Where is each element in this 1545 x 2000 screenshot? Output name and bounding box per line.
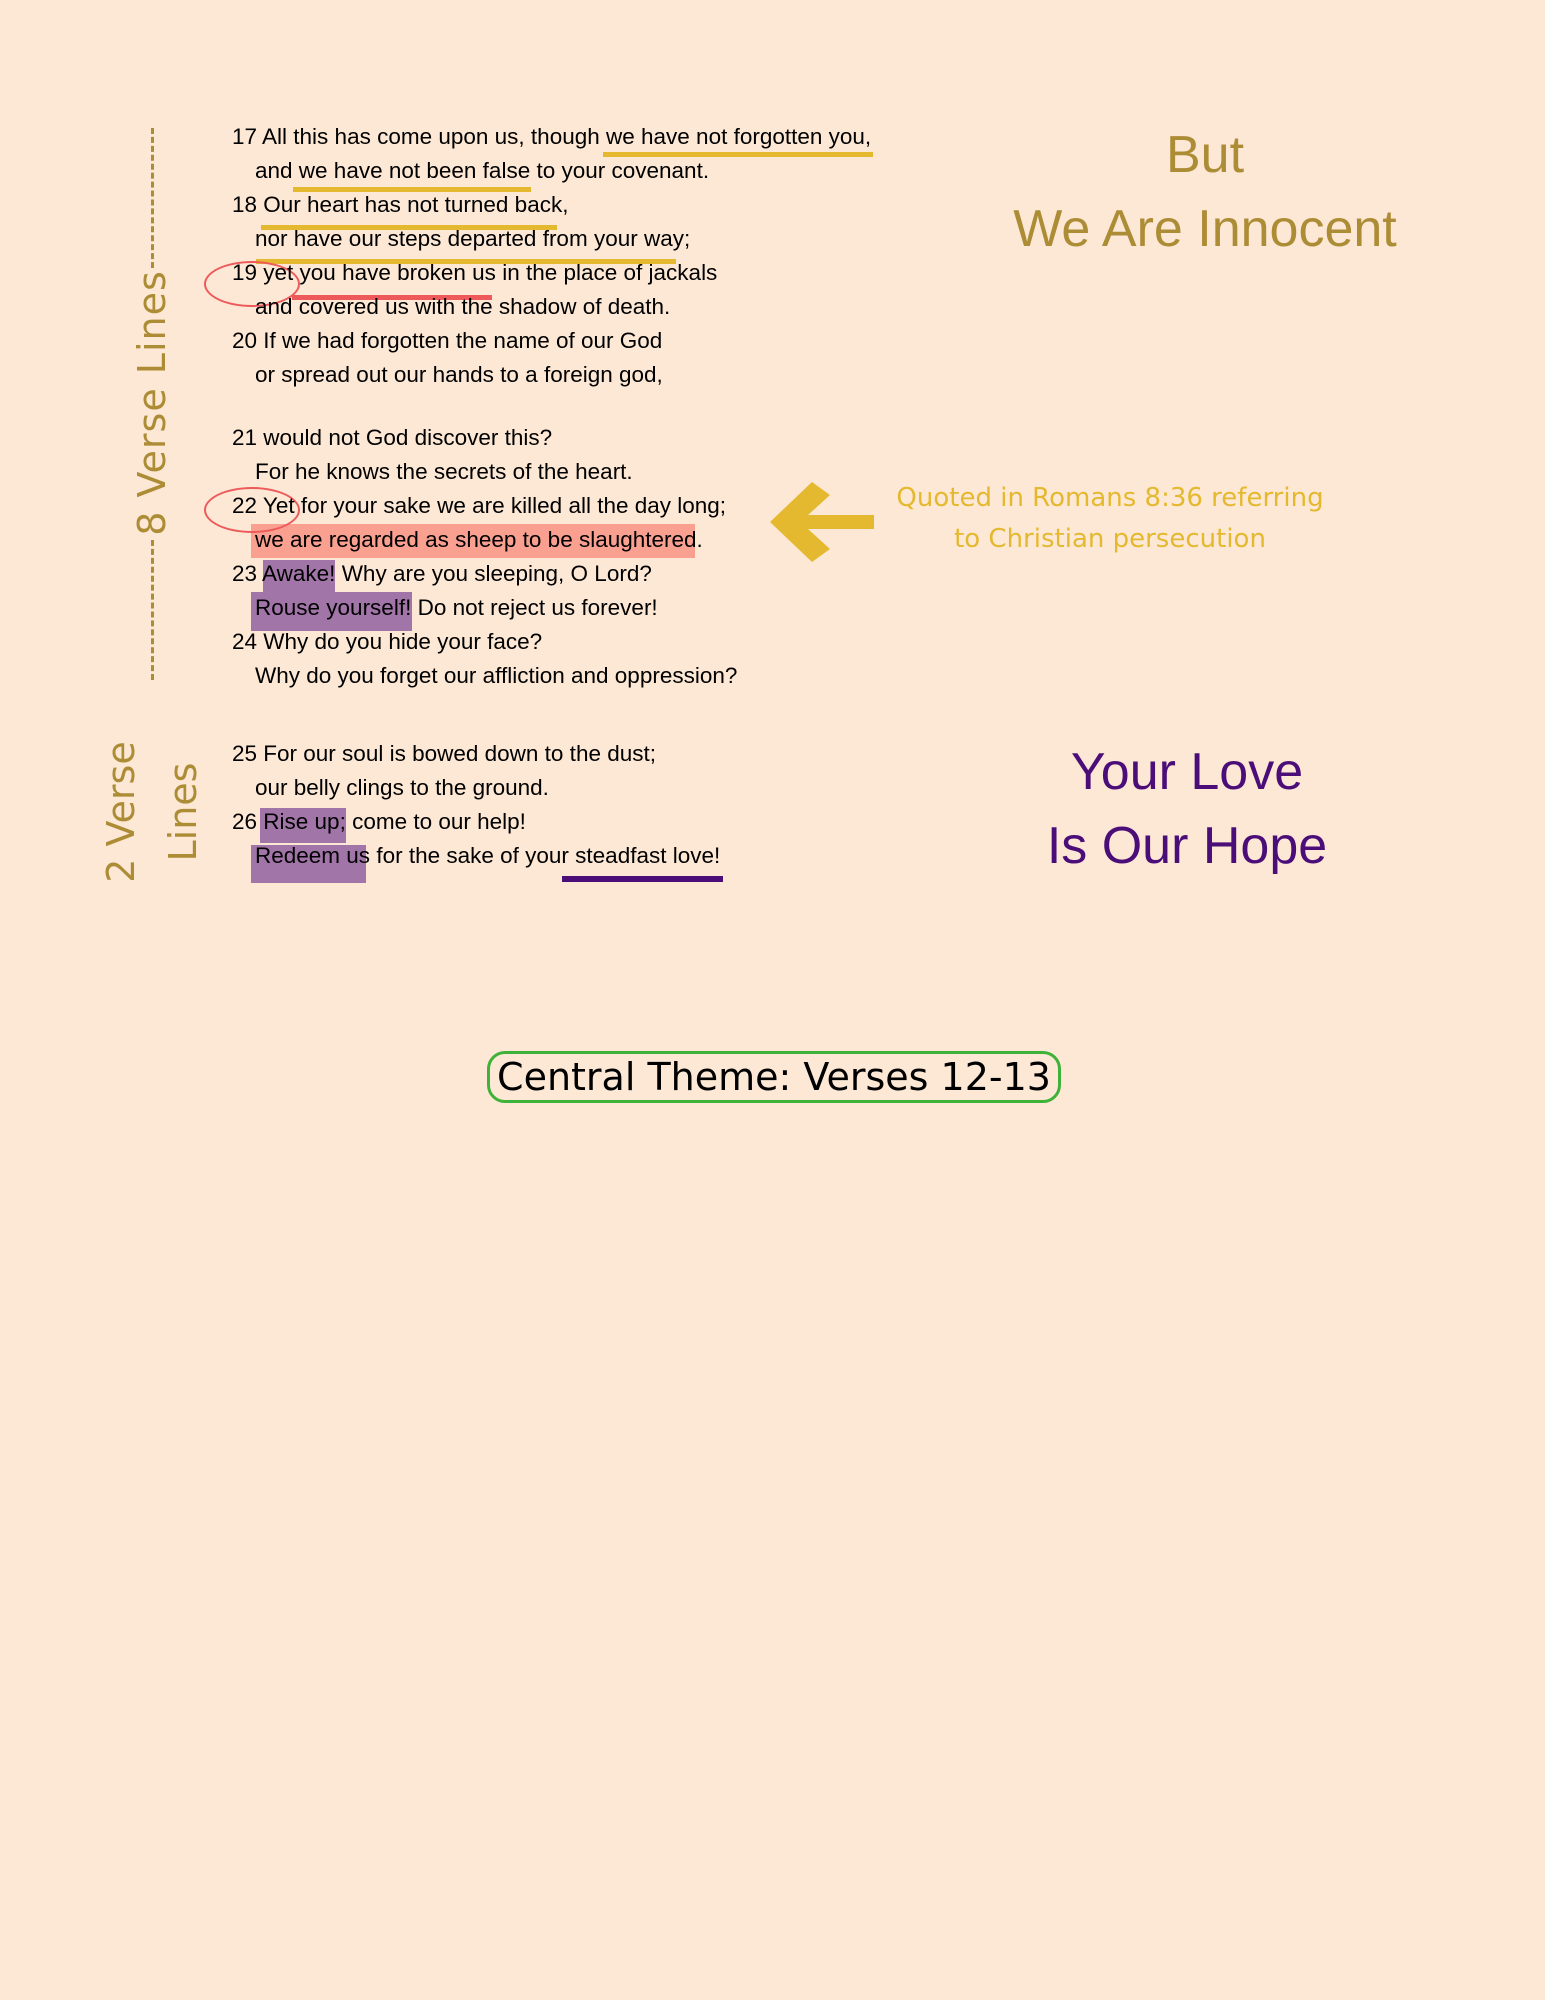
verse-text: 25 For our soul is bowed down to the dust; bbox=[232, 741, 656, 766]
verse-text: 24 Why do you hide your face? bbox=[232, 629, 543, 654]
side-label-8-verse-lines: 8 Verse Lines bbox=[130, 270, 174, 536]
verse-line bbox=[255, 154, 709, 188]
verse-line bbox=[255, 222, 690, 256]
verse-text: 20 If we had forgotten the name of our God bbox=[232, 328, 663, 353]
verse-text: 19 yet bbox=[232, 260, 300, 285]
verse-text: Why are you sleeping, O Lord? bbox=[335, 561, 652, 586]
verse-line bbox=[255, 455, 633, 489]
verse-line bbox=[255, 591, 658, 625]
side-label-line: Lines bbox=[161, 762, 205, 862]
heading-your-love-is-our-hope bbox=[987, 735, 1387, 883]
heading-line: We Are Innocent bbox=[1013, 200, 1397, 258]
verse-text: 21 would not God discover this? bbox=[232, 425, 553, 450]
verse-line bbox=[232, 805, 526, 839]
verse-text: in the place of jackals bbox=[495, 260, 718, 285]
verse-line bbox=[232, 489, 726, 523]
emphasized-phrase: you have broken us bbox=[299, 260, 496, 285]
emphasized-phrase: Redeem us bbox=[255, 843, 371, 868]
emphasized-phrase: Rise up; bbox=[263, 809, 346, 834]
emphasized-phrase: we are regarded as sheep to be slaughtered. bbox=[255, 527, 703, 552]
verse-line bbox=[255, 771, 549, 805]
verse-line bbox=[255, 290, 670, 324]
heading-line: Your Love bbox=[1070, 743, 1304, 801]
verse-text: come to our help! bbox=[345, 809, 526, 834]
romans-quote-note bbox=[880, 478, 1340, 560]
verse-text: 17 All this has come upon us, though bbox=[232, 124, 606, 149]
emphasized-phrase: nor have our steps departed from your way; bbox=[255, 226, 691, 251]
bracket-line-top bbox=[151, 128, 154, 268]
left-arrow-icon bbox=[770, 482, 875, 562]
side-label-line: 2 Verse bbox=[99, 741, 143, 883]
verse-line bbox=[232, 557, 652, 591]
verse-line bbox=[255, 358, 663, 392]
emphasized-phrase: Awake! bbox=[262, 561, 336, 586]
verse-text: Do not reject us forever! bbox=[411, 595, 658, 620]
heading-but-we-are-innocent bbox=[1005, 118, 1405, 266]
verse-text: 22 Yet for your sake we are killed all the day long; bbox=[232, 493, 727, 518]
quote-line: to Christian persecution bbox=[954, 524, 1266, 554]
emphasized-phrase: we have not been false bbox=[298, 158, 531, 183]
verse-line bbox=[255, 523, 703, 557]
verse-line bbox=[255, 839, 720, 873]
verse-text: Why do you forget our affliction and oppression? bbox=[255, 663, 738, 688]
verse-text: or spread out our hands to a foreign god, bbox=[255, 362, 663, 387]
verse-line bbox=[232, 737, 656, 771]
verse-text: and bbox=[255, 158, 299, 183]
verse-line bbox=[232, 256, 717, 290]
verse-line bbox=[232, 120, 871, 154]
verse-text: 23 bbox=[232, 561, 263, 586]
verse-text: our belly clings to the ground. bbox=[255, 775, 549, 800]
verse-line bbox=[232, 188, 568, 222]
verse-text: for the sake of your bbox=[370, 843, 576, 868]
verse-line bbox=[232, 324, 662, 358]
verse-text: For he knows the secrets of the heart. bbox=[255, 459, 633, 484]
quote-line: Quoted in Romans 8:36 referring bbox=[896, 483, 1324, 513]
verse-text: to your covenant. bbox=[530, 158, 710, 183]
side-label-2-verse-lines bbox=[90, 741, 214, 882]
central-theme-badge: Central Theme: Verses 12-13 bbox=[487, 1051, 1061, 1103]
verse-line bbox=[232, 421, 552, 455]
purple-underline bbox=[562, 876, 723, 882]
emphasized-phrase: Rouse yourself! bbox=[255, 595, 412, 620]
emphasized-phrase: we have not forgotten you, bbox=[606, 124, 872, 149]
emphasized-phrase: steadfast love! bbox=[575, 843, 721, 868]
heading-line: Is Our Hope bbox=[1046, 817, 1328, 875]
verse-text: 18 bbox=[232, 192, 264, 217]
verse-line bbox=[232, 625, 542, 659]
verse-text: and covered us with the shadow of death. bbox=[255, 294, 671, 319]
verse-line bbox=[255, 659, 737, 693]
emphasized-phrase: Our heart has not turned back, bbox=[263, 192, 569, 217]
verse-text: 26 bbox=[232, 809, 264, 834]
bracket-line-bottom bbox=[151, 540, 154, 680]
heading-line: But bbox=[1165, 126, 1245, 184]
